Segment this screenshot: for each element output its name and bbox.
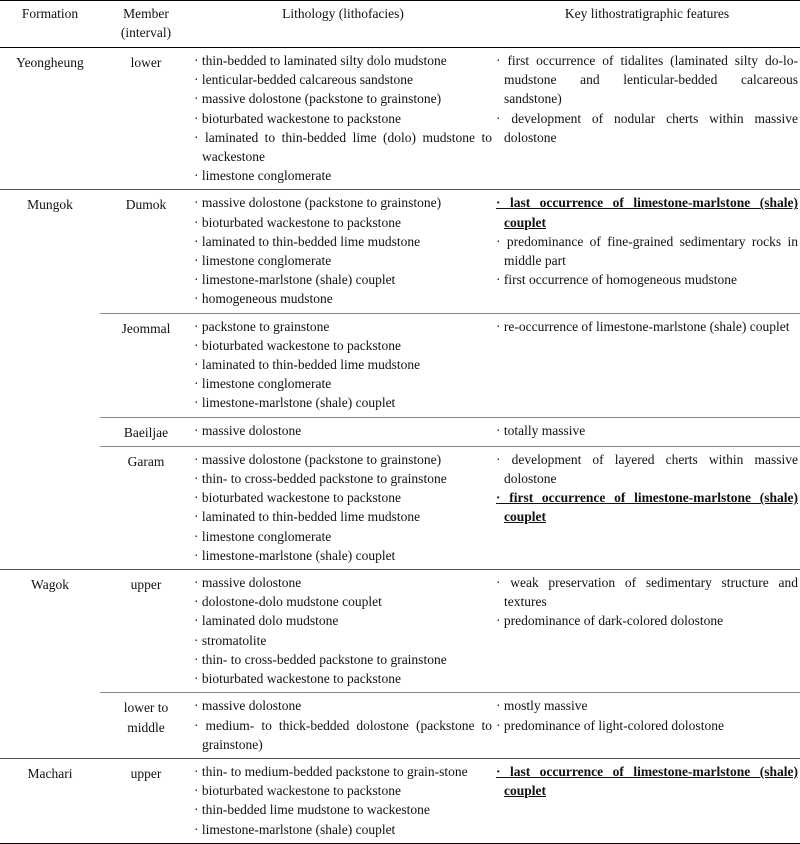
header-features xyxy=(494,1,800,48)
lithofacies-item: · laminated to thin-bedded lime mudstone xyxy=(194,357,421,373)
key-feature-item: · totally massive xyxy=(496,422,586,438)
features-cell xyxy=(494,570,800,693)
key-feature-item: · first occurrence of homogeneous mudstone xyxy=(496,272,738,288)
lithofacies-item: · laminated to thin-bedded lime (dolo) mudstone to wackestone xyxy=(194,129,492,165)
lithofacies-item: · limestone-marlstone (shale) couplet xyxy=(194,272,396,288)
lithofacies-item: · bioturbated wackestone to packstone xyxy=(194,490,401,506)
features-cell xyxy=(494,313,800,417)
lithology-cell xyxy=(192,570,494,693)
lithofacies-item: · limestone-marlstone (shale) couplet xyxy=(194,821,396,837)
lithofacies-item: · laminated to thin-bedded lime mudstone xyxy=(194,509,421,525)
key-feature-highlight: · last occurrence of limestone-marlstone (shale) couplet xyxy=(496,763,798,799)
features-cell xyxy=(494,446,800,569)
formation-cell xyxy=(0,758,100,843)
lithofacies-item: · massive dolostone xyxy=(194,422,302,438)
member-name: Garam xyxy=(127,453,165,469)
lithofacies-item: · bioturbated wackestone to packstone xyxy=(194,337,401,353)
header-member xyxy=(100,1,192,48)
lithofacies-item: · limestone conglomerate xyxy=(194,376,332,392)
member-cell xyxy=(100,313,192,417)
table-row xyxy=(0,693,800,759)
formation-name: Wagok xyxy=(31,577,69,593)
header-features-label: Key lithostratigraphic features xyxy=(564,6,730,21)
lithofacies-item: · thin- to cross-bedded packstone to grainstone xyxy=(194,471,447,487)
member-name: Jeommal xyxy=(121,320,171,336)
lithology-cell xyxy=(192,48,494,190)
member-cell xyxy=(100,417,192,446)
lithology-cell xyxy=(192,190,494,313)
features-cell xyxy=(494,417,800,446)
lithology-cell xyxy=(192,758,494,843)
lithofacies-item: · limestone conglomerate xyxy=(194,253,332,269)
member-cell xyxy=(100,693,192,759)
table-row xyxy=(0,48,800,190)
lithofacies-item: · massive dolostone xyxy=(194,698,302,714)
lithofacies-item: · massive dolostone (packstone to grainstone) xyxy=(194,91,442,107)
key-feature-item: · predominance of dark-colored dolostone xyxy=(496,613,724,629)
table-row xyxy=(0,313,800,417)
lithofacies-item: · lenticular-bedded calcareous sandstone xyxy=(194,72,414,88)
lithofacies-item: · stromatolite xyxy=(194,632,267,648)
member-cell xyxy=(100,48,192,190)
table-row xyxy=(0,417,800,446)
lithofacies-item: · laminated to thin-bedded lime mudstone xyxy=(194,233,421,249)
formation-name: Machari xyxy=(27,765,73,781)
lithology-cell xyxy=(192,446,494,569)
table-body xyxy=(0,48,800,844)
formation-cell xyxy=(0,570,100,759)
key-feature-highlight: · last occurrence of limestone-marlstone (shale) couplet xyxy=(496,195,798,230)
key-feature-item: · predominance of fine-grained sedimentary rocks in middle part xyxy=(496,233,798,269)
key-feature-item: · development of layered cherts within massive dolostone xyxy=(496,451,798,487)
features-cell xyxy=(494,48,800,190)
lithofacies-item: · packstone to grainstone xyxy=(194,318,330,334)
member-name: lower xyxy=(130,55,162,70)
header-row xyxy=(0,1,800,48)
lithofacies-item: · bioturbated wackestone to packstone xyxy=(194,783,401,799)
header-lithology xyxy=(192,1,494,48)
key-feature-item: · mostly massive xyxy=(496,698,588,714)
features-cell xyxy=(494,693,800,759)
formation-name: Yeongheung xyxy=(16,55,84,70)
lithofacies-item: · massive dolostone (packstone to grainstone) xyxy=(194,451,442,467)
lithofacies-item: · thin-bedded lime mudstone to wackestone xyxy=(194,802,430,818)
member-cell xyxy=(100,190,192,313)
member-cell xyxy=(100,446,192,569)
formation-cell xyxy=(0,190,100,570)
member-cell xyxy=(100,570,192,693)
lithofacies-item: · thin- to cross-bedded packstone to grainstone xyxy=(194,651,447,667)
key-feature-highlight: · first occurrence of limestone-marlstone (shale) couplet xyxy=(496,490,798,525)
lithofacies-item: · homogeneous mudstone xyxy=(194,291,333,307)
lithofacies-item: · limestone conglomerate xyxy=(194,528,332,544)
member-name: middle xyxy=(127,719,165,735)
lithology-cell xyxy=(192,693,494,759)
key-feature-item: · predominance of light-colored dolostone xyxy=(496,717,724,733)
member-name: Baeiljae xyxy=(123,424,169,440)
lithofacies-item: · bioturbated wackestone to packstone xyxy=(194,214,401,230)
lithology-cell xyxy=(192,313,494,417)
lithofacies-item: · massive dolostone (packstone to grainstone) xyxy=(194,195,442,211)
lithofacies-item: · bioturbated wackestone to packstone xyxy=(194,110,401,126)
member-cell xyxy=(100,758,192,843)
lithofacies-item: · medium- to thick-bedded dolostone (packstone to grainstone) xyxy=(194,717,492,752)
key-feature-item: · development of nodular cherts within massive dolostone xyxy=(496,110,798,145)
key-feature-item: · re-occurrence of limestone-marlstone (shale) couplet xyxy=(496,318,790,334)
key-feature-item: · weak preservation of sedimentary structure and textures xyxy=(496,575,798,610)
lithofacies-item: · limestone conglomerate xyxy=(194,168,332,184)
member-name: upper xyxy=(130,577,162,593)
header-formation xyxy=(0,1,100,48)
lithofacies-item: · limestone-marlstone (shale) couplet xyxy=(194,547,396,563)
header-interval-label: (interval) xyxy=(120,25,172,40)
table-row xyxy=(0,758,800,843)
header-formation-label: Formation xyxy=(21,6,79,21)
member-name: upper xyxy=(130,765,162,781)
lithofacies-item: · bioturbated wackestone to packstone xyxy=(194,671,401,687)
formation-cell xyxy=(0,48,100,190)
formation-name: Mungok xyxy=(27,197,73,213)
header-member-label: Member xyxy=(123,6,169,21)
features-cell xyxy=(494,758,800,843)
features-cell xyxy=(494,190,800,313)
member-name: Dumok xyxy=(125,197,167,213)
lithofacies-item: · limestone-marlstone (shale) couplet xyxy=(194,395,396,411)
lithofacies-item: · laminated dolo mudstone xyxy=(194,613,339,629)
lithology-cell xyxy=(192,417,494,446)
table-row xyxy=(0,570,800,693)
lithofacies-item: · massive dolostone xyxy=(194,575,302,591)
header-lithology-label: Lithology (lithofacies) xyxy=(282,6,404,21)
member-name: lower to xyxy=(123,700,169,716)
lithofacies-item: · dolostone-dolo mudstone couplet xyxy=(194,594,382,610)
table-row xyxy=(0,190,800,313)
key-feature-item: · first occurrence of tidalites (laminated silty do-lo-mudstone and lenticular-bedded calcareous sandstone) xyxy=(496,53,798,107)
lithofacies-item: · thin-bedded to laminated silty dolo mudstone xyxy=(194,53,447,68)
lithofacies-item: · thin- to medium-bedded packstone to grain-stone xyxy=(194,763,468,779)
table-row xyxy=(0,446,800,569)
